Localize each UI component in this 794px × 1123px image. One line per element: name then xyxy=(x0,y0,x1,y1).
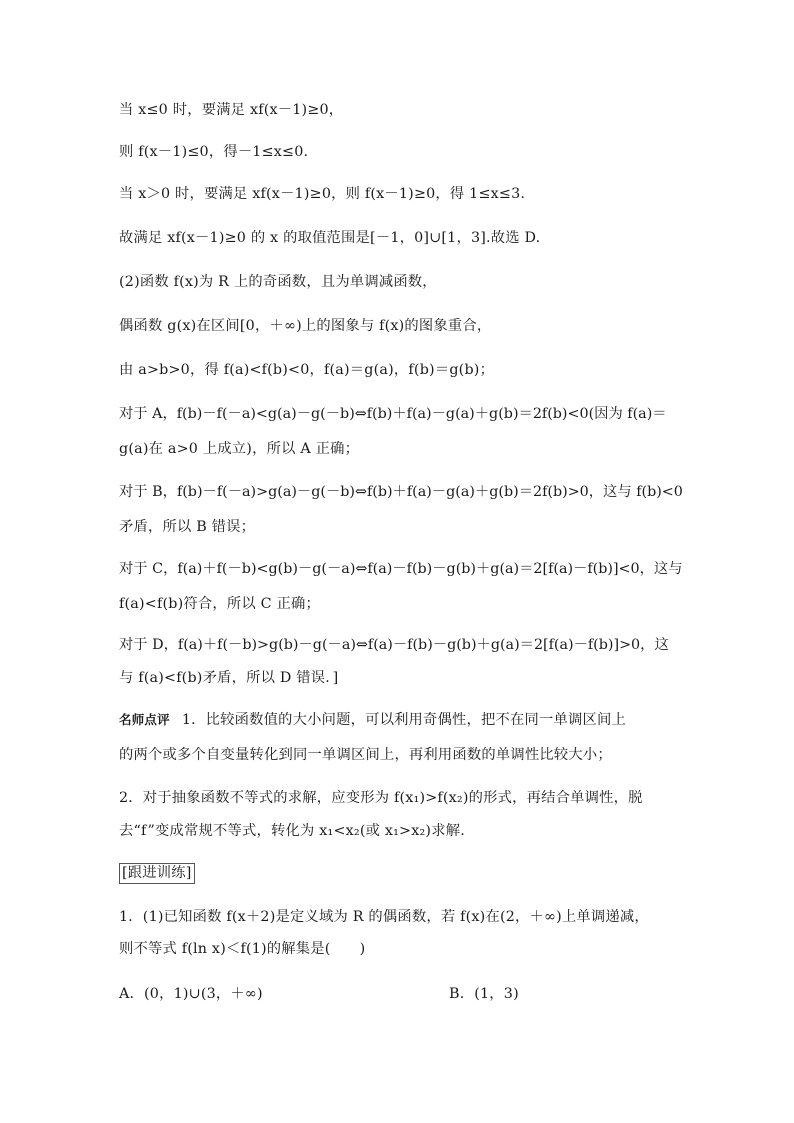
exercise-stem-line-1: 1．(1)已知函数 f(x＋2)是定义域为 R 的偶函数，若 f(x)在(2，＋∞)上单调递减， xyxy=(119,909,649,925)
option-d-analysis-line-1: 对于 D，f(a)＋f(－b)>g(b)－g(－a)⇔f(a)－f(b)－g(b)＋g(a)＝2[f(a)－f(b)]>0，这 xyxy=(119,637,669,653)
teacher-comment-text-1: 1．比较函数值的大小问题，可以利用奇偶性，把不在同一单调区间上 xyxy=(181,712,627,728)
solution-line-5: (2)函数 f(x)为 R 上的奇函数，且为单调减函数， xyxy=(119,274,437,290)
solution-line-6: 偶函数 g(x)在区间[0，＋∞)上的图象与 f(x)的图象重合， xyxy=(119,318,492,334)
solution-line-4: 故满足 xf(x－1)≥0 的 x 的取值范围是[－1，0]∪[1，3].故选 D. xyxy=(119,230,541,246)
section-title xyxy=(119,862,195,884)
option-b-analysis-line-2: 矛盾，所以 B 错误； xyxy=(119,519,256,535)
option-c-analysis-line-1: 对于 C，f(a)＋f(－b)<g(b)－g(－a)⇔f(a)－f(b)－g(b)＋g(a)＝2[f(a)－f(b)]<0，这与 xyxy=(119,561,683,577)
option-a-analysis-line-2: g(a)在 a>0 上成立)，所以 A 正确； xyxy=(119,441,360,457)
teacher-comment-line-3: 2．对于抽象函数不等式的求解，应变形为 f(x₁)>f(x₂)的形式，再结合单调性，脱 xyxy=(119,790,643,806)
exercise-option-a: A．(0，1)∪(3，＋∞) xyxy=(119,986,263,1002)
solution-line-2: 则 f(x－1)≤0，得－1≤x≤0. xyxy=(119,144,309,160)
solution-line-3: 当 x＞0 时，要满足 xf(x－1)≥0，则 f(x－1)≥0，得 1≤x≤3. xyxy=(119,186,526,202)
option-c-analysis-line-2: f(a)<f(b)符合，所以 C 正确； xyxy=(119,596,320,612)
option-d-analysis-line-2: 与 f(a)<f(b)矛盾，所以 D 错误．] xyxy=(119,670,339,686)
option-a-analysis-line-1: 对于 A，f(b)－f(－a)<g(a)－g(－b)⇔f(b)＋f(a)－g(a)＋g(b)＝2f(b)<0(因为 f(a)＝ xyxy=(119,406,667,422)
exercise-option-b: B．(1，3) xyxy=(449,986,519,1002)
option-b-analysis-line-1: 对于 B，f(b)－f(－a)>g(a)－g(－b)⇔f(b)＋f(a)－g(a)＋g(b)＝2f(b)>0，这与 f(b)<0 xyxy=(119,484,683,500)
solution-line-1: 当 x≤0 时，要满足 xf(x－1)≥0， xyxy=(119,102,344,118)
section-title-box: [跟进训练] xyxy=(119,863,195,884)
teacher-comment-line-1 xyxy=(119,709,626,731)
teacher-comment-line-4: 去“f”变成常规不等式，转化为 x₁<x₂(或 x₁>x₂)求解. xyxy=(119,823,465,839)
teacher-comment-label: 名师点评 xyxy=(119,712,170,727)
teacher-comment-line-2: 的两个或多个自变量转化到同一单调区间上，再利用函数的单调性比较大小； xyxy=(119,747,612,763)
solution-line-7: 由 a>b>0，得 f(a)<f(b)<0，f(a)＝g(a)，f(b)＝g(b)； xyxy=(119,362,495,378)
exercise-stem-line-2: 则不等式 f(ln x)＜f(1)的解集是( ) xyxy=(119,941,366,957)
